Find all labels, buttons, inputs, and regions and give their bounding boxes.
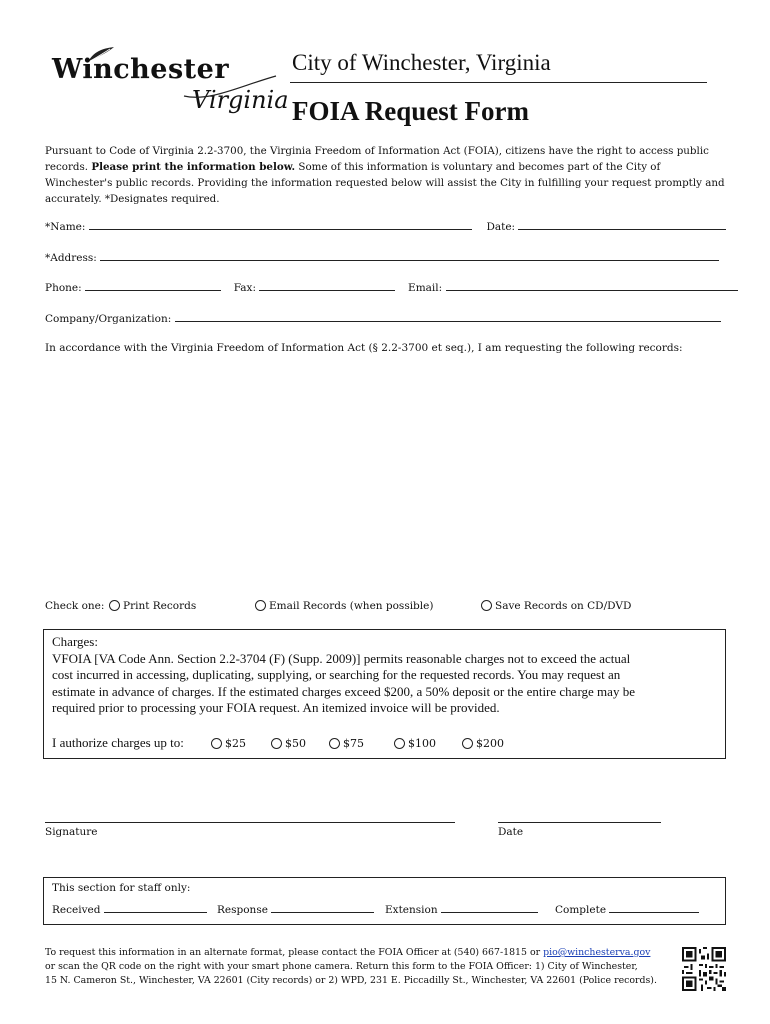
received-field[interactable]: [104, 903, 207, 913]
amount-50[interactable]: [271, 737, 306, 750]
records-request-area[interactable]: [45, 362, 725, 592]
complete-label: Complete: [555, 904, 607, 916]
amount-200[interactable]: [462, 737, 504, 750]
staff-complete: [555, 903, 699, 916]
address-row: [45, 251, 719, 264]
signature-date-label: Date: [498, 826, 524, 838]
name-row: [45, 220, 726, 233]
date-field[interactable]: [518, 220, 726, 230]
signature-date-line[interactable]: [498, 822, 661, 823]
fax-field[interactable]: [259, 281, 395, 291]
delivery-option-cd[interactable]: [481, 600, 631, 612]
amount-25-label: $25: [225, 737, 246, 750]
amount-100-radio[interactable]: [394, 738, 405, 749]
logo-wordmark: Winchester: [52, 54, 230, 85]
amount-50-label: $50: [285, 737, 306, 750]
amount-75[interactable]: [329, 737, 364, 750]
intro-text-2: Some of this information is voluntary and becomes part of the City of Winchester's public records. Providing the information requested below will assist the City in fulfilling your request promptly and accurately. *Designates required.: [45, 161, 725, 205]
delivery-option-print[interactable]: [109, 600, 196, 612]
form-title: FOIA Request Form: [292, 96, 529, 126]
email-field[interactable]: [446, 281, 738, 291]
intro-bold: Please print the information below.: [91, 161, 296, 173]
response-field[interactable]: [271, 903, 374, 913]
received-label: Received: [52, 904, 101, 916]
charges-line-2: cost incurred in accessing, duplicating, supplying, or searching for the requested records. You may request an: [52, 667, 621, 683]
signature-line[interactable]: [45, 822, 455, 823]
company-field[interactable]: [175, 312, 721, 322]
header-rule: [290, 82, 707, 83]
name-field[interactable]: [89, 220, 472, 230]
print-records-radio[interactable]: [109, 600, 120, 611]
phone-field[interactable]: [85, 281, 221, 291]
charges-heading: Charges:: [52, 634, 98, 649]
company-row: [45, 312, 721, 325]
delivery-option-email[interactable]: [255, 600, 433, 612]
signature-label: Signature: [45, 826, 98, 838]
amount-25[interactable]: [211, 737, 246, 750]
print-records-label: Print Records: [123, 600, 197, 612]
footer-text: [45, 946, 675, 988]
contact-row: [45, 281, 738, 294]
charges-line-3: estimate in advance of charges. If the estimated charges exceed $200, a 50% deposit or the entire charge may be: [52, 683, 635, 699]
name-label: *Name:: [45, 221, 86, 233]
email-records-radio[interactable]: [255, 600, 266, 611]
email-records-label: Email Records (when possible): [269, 600, 434, 612]
logo-swash: [180, 72, 280, 102]
delivery-row: [45, 600, 104, 612]
company-label: Company/Organization:: [45, 313, 172, 325]
qr-code-icon: [682, 947, 726, 991]
records-statement: In accordance with the Virginia Freedom of Information Act (§ 2.2-3700 et seq.), I am requesting the following records:: [45, 342, 683, 354]
staff-heading: This section for staff only:: [52, 882, 191, 894]
logo-script: Virginia: [192, 86, 289, 114]
foia-email-link[interactable]: pio@winchesterva.gov: [543, 947, 651, 958]
amount-100-label: $100: [408, 737, 436, 750]
complete-field[interactable]: [609, 903, 699, 913]
amount-100[interactable]: [394, 737, 436, 750]
amount-50-radio[interactable]: [271, 738, 282, 749]
authorize-label: I authorize charges up to:: [52, 735, 184, 750]
intro-text-1: Pursuant to Code of Virginia 2.2-3700, the Virginia Freedom of Information Act (FOIA), citizens have the right to access public records.: [45, 145, 709, 173]
amount-200-radio[interactable]: [462, 738, 473, 749]
amount-75-radio[interactable]: [329, 738, 340, 749]
footer-text-1: To request this information in an alternate format, please contact the FOIA Officer at (540) 667-1815 or: [45, 947, 541, 958]
address-label: *Address:: [45, 252, 97, 264]
amount-75-label: $75: [343, 737, 364, 750]
staff-response: [217, 903, 374, 916]
cd-records-radio[interactable]: [481, 600, 492, 611]
amount-200-label: $200: [476, 737, 504, 750]
city-heading: City of Winchester, Virginia: [292, 50, 551, 75]
address-field[interactable]: [100, 251, 719, 261]
footer-line-2: or scan the QR code on the right with your smart phone camera. Return this form to the FOIA Officer: 1) City of Winchester,: [45, 961, 638, 972]
charges-line-1: VFOIA [VA Code Ann. Section 2.2-3704 (F) (Supp. 2009)] permits reasonable charges not to exceed the actual: [52, 650, 631, 666]
charges-line-4: required prior to processing your FOIA request. An itemized invoice will be provided.: [52, 700, 500, 716]
authorize-row: [52, 735, 184, 751]
footer-line-3: 15 N. Cameron St., Winchester, VA 22601 (City records) or 2) WPD, 231 E. Piccadilly St., Winchester, VA 22601 (Police records).: [45, 975, 657, 986]
extension-field[interactable]: [441, 903, 538, 913]
response-label: Response: [217, 904, 268, 916]
staff-received: [52, 903, 207, 916]
date-label: Date:: [486, 221, 516, 233]
cd-records-label: Save Records on CD/DVD: [495, 600, 632, 612]
delivery-label: Check one:: [45, 600, 105, 612]
extension-label: Extension: [385, 904, 438, 916]
charges-text: [52, 634, 722, 717]
staff-extension: [385, 903, 538, 916]
footer-line-1: [45, 946, 675, 960]
amount-25-radio[interactable]: [211, 738, 222, 749]
intro-paragraph: [45, 143, 725, 207]
phone-label: Phone:: [45, 282, 82, 294]
fax-label: Fax:: [233, 282, 256, 294]
email-label: Email:: [408, 282, 443, 294]
